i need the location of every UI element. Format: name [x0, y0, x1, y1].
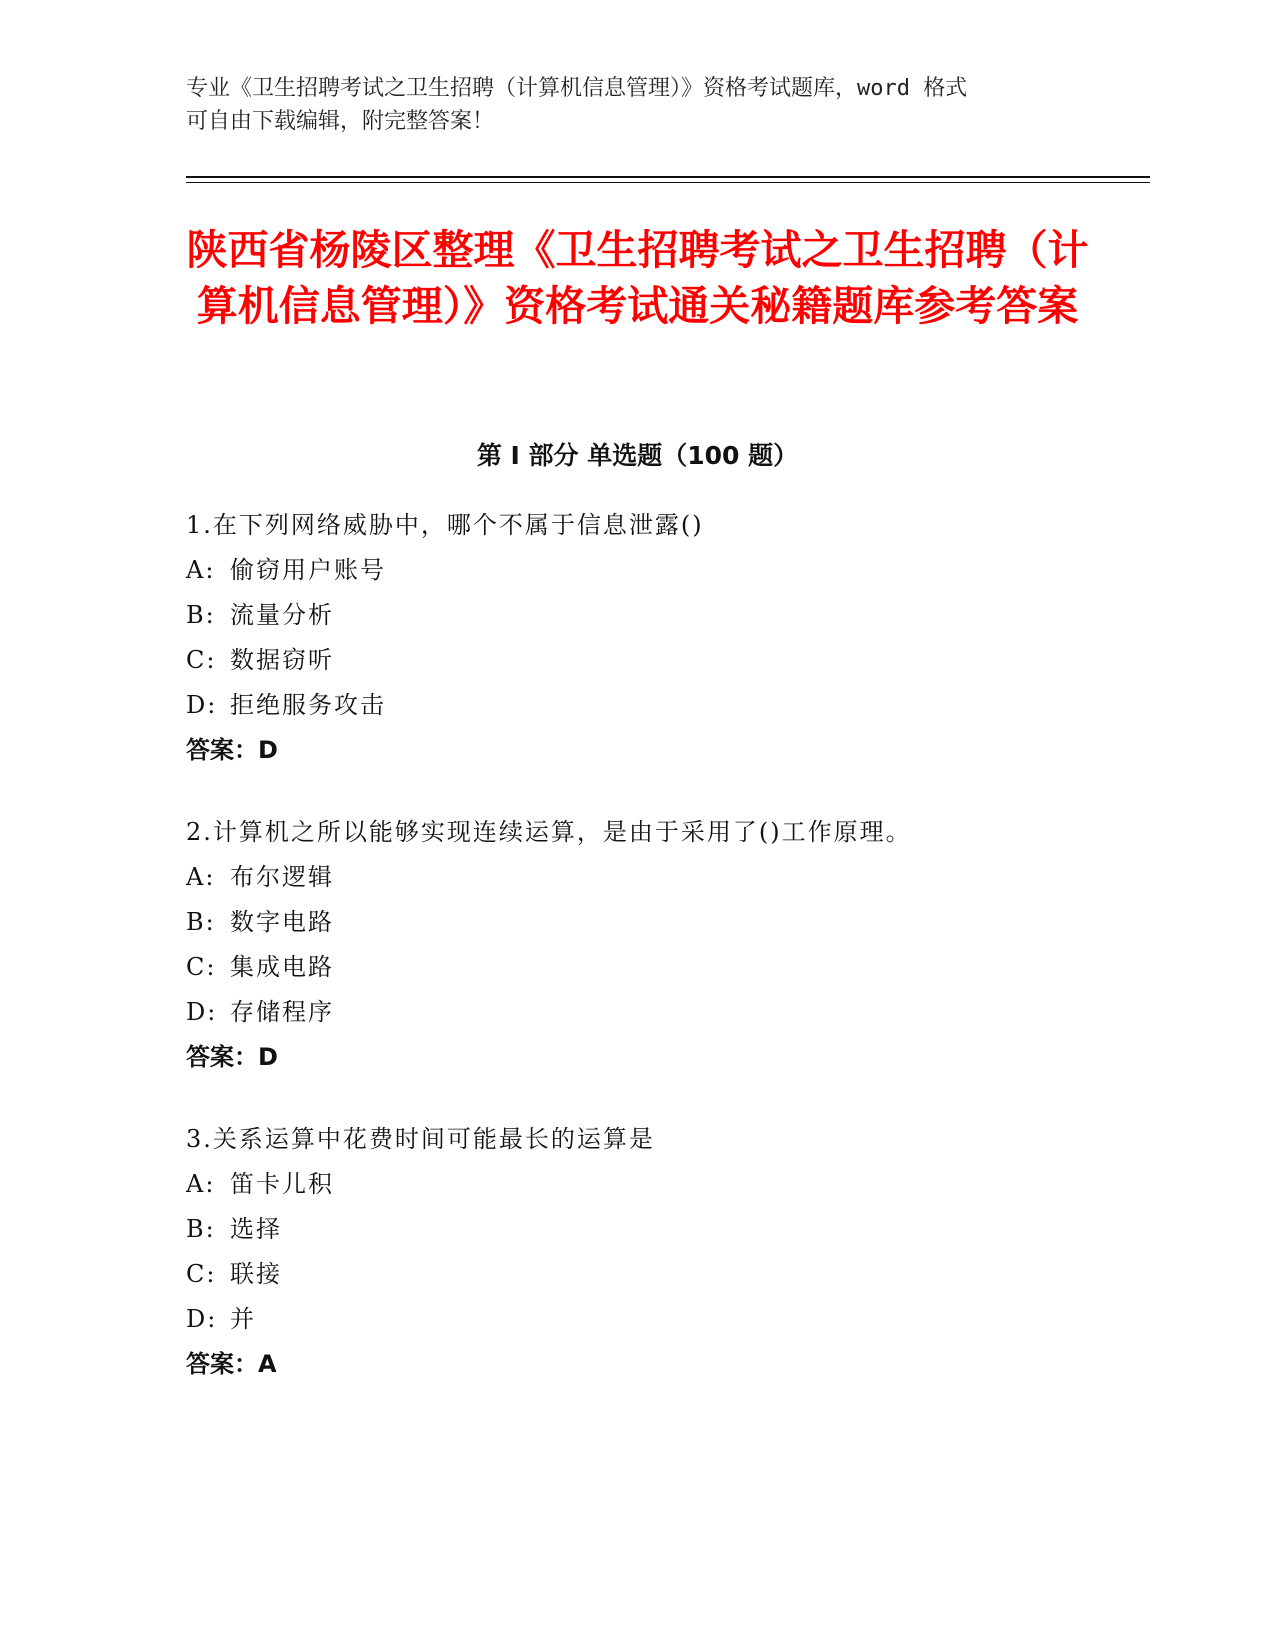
document-title: 陕西省杨陵区整理《卫生招聘考试之卫生招聘（计算机信息管理）》资格考试通关秘籍题库参考答案 [186, 226, 1089, 330]
question-3 [186, 1117, 1136, 1387]
option-b [186, 900, 1136, 945]
option-text: 拒绝服务攻击 [230, 691, 386, 719]
header-divider-thin [186, 182, 1150, 183]
option-a [186, 855, 1136, 900]
option-text: 布尔逻辑 [230, 863, 334, 891]
answer-line: 答案：D [186, 1043, 278, 1071]
option-b [186, 593, 1136, 638]
header-note-line-2: 可自由下载编辑，附完整答案！ [186, 109, 495, 134]
option-text: 并 [230, 1305, 256, 1333]
option-text: 存储程序 [230, 998, 334, 1026]
option-d [186, 990, 1136, 1035]
question-stem: 2.计算机之所以能够实现连续运算，是由于采用了()工作原理。 [186, 818, 912, 846]
question-2 [186, 810, 1136, 1080]
option-letter: C: [186, 953, 217, 981]
option-c [186, 1252, 1136, 1297]
option-text: 笛卡儿积 [230, 1170, 334, 1198]
option-text: 数据窃听 [230, 646, 334, 674]
question-1 [186, 503, 1136, 773]
option-text: 选择 [230, 1215, 282, 1243]
option-letter: B: [186, 601, 216, 629]
option-letter: D: [186, 691, 218, 719]
option-letter: B: [186, 1215, 216, 1243]
section-heading: 第 I 部分 单选题（100 题） [476, 441, 799, 470]
option-text: 偷窃用户账号 [230, 556, 386, 584]
option-letter: A: [186, 556, 216, 584]
header-divider-thick [186, 176, 1150, 178]
option-c [186, 638, 1136, 683]
option-text: 集成电路 [230, 953, 334, 981]
header-note-line-1: 专业《卫生招聘考试之卫生招聘（计算机信息管理）》资格考试题库，word 格式 [186, 76, 968, 101]
option-d [186, 1297, 1136, 1342]
option-letter: C: [186, 646, 217, 674]
option-c [186, 945, 1136, 990]
answer-line: 答案：D [186, 736, 278, 764]
answer-line: 答案：A [186, 1350, 277, 1378]
option-letter: D: [186, 1305, 218, 1333]
option-letter: A: [186, 1170, 216, 1198]
option-text: 联接 [230, 1260, 282, 1288]
option-letter: A: [186, 863, 216, 891]
question-stem: 1.在下列网络威胁中，哪个不属于信息泄露() [186, 511, 704, 539]
option-text: 数字电路 [230, 908, 334, 936]
question-stem: 3.关系运算中花费时间可能最长的运算是 [186, 1125, 655, 1153]
option-d [186, 683, 1136, 728]
option-a [186, 548, 1136, 593]
option-text: 流量分析 [230, 601, 334, 629]
option-letter: D: [186, 998, 218, 1026]
header-note [186, 72, 1066, 138]
option-letter: C: [186, 1260, 217, 1288]
option-b [186, 1207, 1136, 1252]
option-letter: B: [186, 908, 216, 936]
option-a [186, 1162, 1136, 1207]
